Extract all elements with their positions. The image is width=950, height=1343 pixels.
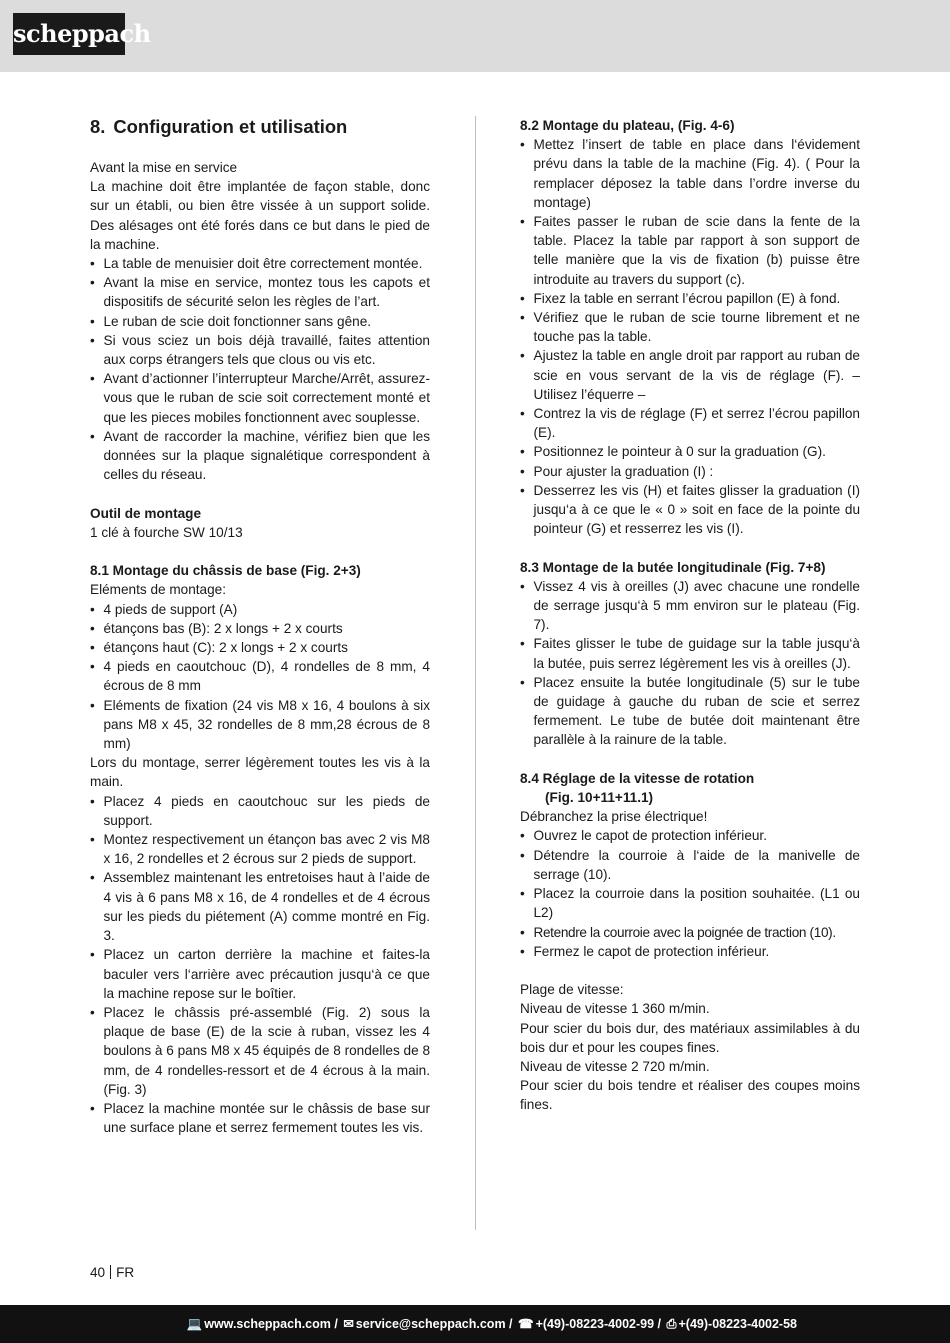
assembly-steps-list [90,792,430,1138]
list-item: • 4 pieds de support (A) [90,600,430,619]
spacer [520,750,860,769]
email-icon: ✉ [343,1317,354,1331]
section-8-4-text: Débranchez la prise électrique! [520,809,708,825]
assembly-parts-list [90,600,430,754]
list-item: • Si vous sciez un bois déjà travaillé, faites attention aux corps étrangers tels que clous ou vis etc. [90,331,430,369]
brand-logo: scheppach [13,13,125,55]
computer-icon: 💻 [186,1317,203,1331]
website-link[interactable]: www.scheppach.com [204,1317,331,1331]
page-number: 40 [90,1265,106,1280]
list-item: • Fermez le capot de protection inférieur. [520,942,860,961]
list-item: • Placez le châssis pré-assemblé (Fig. 2) sous la plaque de base (E) de la scie à ruban, vissez les 4 boulons à 6 pans M8 x 45 équipés de 8 rondelles de 8 mm, de 4 rondelles-ressort et de 4 écrous à la main. (Fig. 3) [90,1003,430,1099]
list-item: • Le ruban de scie doit fonctionner sans gêne. [90,312,430,331]
tools-heading: Outil de montage [90,505,202,521]
section-8-1-heading: 8.1 Montage du châssis de base (Fig. 2+3) [90,563,361,579]
list-item: • Faites glisser le tube de guidage sur la table jusqu‘à la butée, puis serrez légèrement les vis à oreilles (J). [520,634,860,672]
list-item: • Vérifiez que le ruban de scie tourne librement et ne touche pas la table. [520,308,860,346]
phone-icon: ☎ [517,1317,534,1331]
list-item: • Mettez l’insert de table en place dans l‘évidement prévu dans la table de la machine (Fig. 4). ( Pour la remplacer déposez la table dans l’ordre inverse du montage) [520,135,860,212]
speed-range-line: Niveau de vitesse 2 720 m/min. [520,1058,710,1074]
list-item: • Avant de raccorder la machine, vérifiez bien que les données sur la plaque signalétique correspondent à celles du réseau. [90,427,430,485]
contact-line [185,1316,797,1332]
list-item: • Placez un carton derrière la machine et faites-la baculer vers l‘arrière avec précaution jusqu‘à ce que la machine repose sur le boîtier. [90,945,430,1003]
list-item: • Détendre la courroie à l‘aide de la manivelle de serrage (10). [520,846,860,884]
speed-adjust-list [520,826,860,960]
section-number: 8. [90,116,106,137]
language-code: FR [116,1265,135,1280]
fence-mount-list [520,577,860,750]
column-divider [475,116,476,1230]
speed-range-line: Pour scier du bois dur, des matériaux assimilables à du bois dur et pour les coupes fines. [520,1020,860,1055]
page-number-block [90,1265,134,1280]
list-item: • Avant d’actionner l’interrupteur Marche/Arrêt, assurez-vous que le ruban de scie soit correctement monté et que les pieces mobiles fonctionnent avec souplesse. [90,369,430,427]
left-column [90,116,430,1137]
intro-heading: Avant la mise en service [90,160,238,175]
intro-text: La machine doit être implantée de façon stable, donc sur un établi, ou bien être vissée à un support solide. Des alésages ont été forés dans ce but dans le pied de la machine. [90,179,430,252]
right-column [520,116,860,1115]
list-item: • étançons bas (B): 2 x longs + 2 x courts [90,619,430,638]
intro-bullet-list [90,254,430,484]
section-title [90,116,430,138]
list-item: • Placez 4 pieds en caoutchouc sur les pieds de support. [90,792,430,830]
list-item: • Montez respectivement un étançon bas avec 2 vis M8 x 16, 2 rondelles et 2 écrous sur 2 pieds de support. [90,830,430,868]
page-separator [110,1265,111,1279]
speed-range-line: Plage de vitesse: [520,982,624,998]
list-item: • 4 pieds en caoutchouc (D), 4 rondelles de 8 mm, 4 écrous de 8 mm [90,657,430,695]
list-item: • Vissez 4 vis à oreilles (J) avec chacune une rondelle de serrage jusqu‘à 5 mm environ sur le plateau (Fig. 7). [520,577,860,635]
page-footer [0,1305,950,1343]
tools-text: 1 clé à fourche SW 10/13 [90,524,243,540]
list-item: • Eléments de fixation (24 vis M8 x 16, 4 boulons à six pans M8 x 45, 32 rondelles de 8 mm,28 écrous de 8 mm) [90,696,430,754]
speed-range-line: Niveau de vitesse 1 360 m/min. [520,1001,710,1017]
list-item: • Assemblez maintenant les entretoises haut à l’aide de 4 vis à 6 pans M8 x 16, de 4 rondelles et de 4 écrous sur les pieds du piétement (A) comme montré en Fig. 3. [90,868,430,945]
section-8-1-intro: Eléments de montage: [90,582,227,598]
section-8-4-figure-ref: (Fig. 10+11+11.1) [545,790,654,806]
section-8-2-heading: 8.2 Montage du plateau, (Fig. 4-6) [520,118,735,133]
phone-number: +(49)-08223-4002-99 [535,1317,655,1331]
separator: / [505,1317,516,1331]
list-item: • Fixez la table en serrant l’écrou papillon (E) à fond. [520,289,860,308]
list-item: • Pour ajuster la graduation (I) : [520,462,860,481]
list-item: • La table de menuisier doit être correctement montée. [90,254,430,273]
section-title-text: Configuration et utilisation [113,116,348,137]
section-8-1-text: Lors du montage, serrer légèrement toutes les vis à la main. [90,755,430,790]
fax-icon: ⎙ [666,1317,677,1331]
table-mount-list [520,135,860,538]
list-item: • Ouvrez le capot de protection inférieur. [520,826,860,845]
spacer [520,961,860,980]
list-item: • Contrez la vis de réglage (F) et serrez l’écrou papillon (E). [520,404,860,442]
list-item: • Desserrez les vis (H) et faites glisser la graduation (I) jusqu‘a à ce que le « 0 » soit en face de la pointe du pointeur (G) et resserrez les vis (I). [520,481,860,539]
list-item: • Placez la courroie dans la position souhaitée. (L1 ou L2) [520,884,860,922]
page-header [0,0,950,72]
separator: / [330,1317,342,1331]
section-8-3-heading: 8.3 Montage de la butée longitudinale (Fig. 7+8) [520,559,826,575]
list-item: • Placez la machine montée sur le châssis de base sur une surface plane et serrez fermement toutes les vis. [90,1099,430,1137]
speed-range-line: Pour scier du bois tendre et réaliser des coupes moins fines. [520,1078,860,1113]
section-8-4-heading: 8.4 Réglage de la vitesse de rotation [520,770,755,786]
spacer [90,484,430,503]
spacer [520,538,860,557]
spacer [90,542,430,561]
list-item: • Ajustez la table en angle droit par rapport au ruban de scie en vous servant de la vis de réglage (F). – Utilisez l’équerre – [520,346,860,404]
list-item: • étançons haut (C): 2 x longs + 2 x courts [90,638,430,657]
email-link[interactable]: service@scheppach.com [355,1317,506,1331]
list-item: • Faites passer le ruban de scie dans la fente de la table. Placez la table par rapport à son support de telle manière que la vis de fixation (b) puisse être introduite au travers du support (c). [520,212,860,289]
list-item: • Avant la mise en service, montez tous les capots et dispositifs de sécurité selon les règles de l’art. [90,273,430,311]
list-item: • Retendre la courroie avec la poignée de traction (10). [520,923,860,942]
list-item: • Positionnez le pointeur à 0 sur la graduation (G). [520,442,860,461]
fax-number: +(49)-08223-4002-58 [678,1317,797,1331]
separator: / [654,1317,665,1331]
list-item: • Placez ensuite la butée longitudinale (5) sur le tube de guidage à gauche du ruban de scie et serrez fermement. Le tube de butée doit maintenant être parallèle à la rainure de la table. [520,673,860,750]
